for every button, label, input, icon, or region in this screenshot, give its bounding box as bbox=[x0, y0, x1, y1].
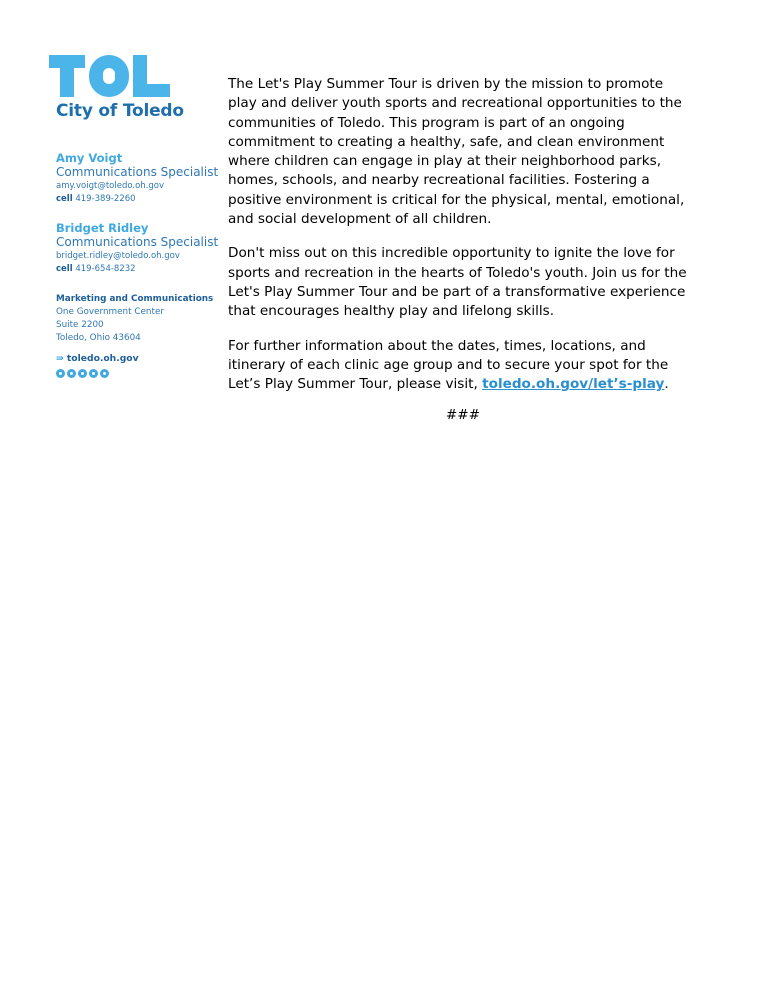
contact-cell bbox=[56, 263, 224, 276]
sidebar bbox=[49, 55, 224, 378]
department-block bbox=[56, 293, 224, 345]
social-icons bbox=[56, 369, 224, 378]
paragraph-more-info bbox=[228, 337, 688, 395]
address-line-2: Suite 2200 bbox=[56, 320, 104, 330]
cell-number[interactable]: 419-654-8232 bbox=[75, 264, 136, 274]
logo-caption: City of Toledo bbox=[56, 101, 184, 121]
cell-number[interactable]: 419-389-2260 bbox=[75, 194, 136, 204]
arrow-right-icon: ⇛ bbox=[56, 353, 64, 364]
contact-bridget-ridley bbox=[56, 221, 224, 276]
linkedin-icon[interactable] bbox=[89, 369, 98, 378]
press-release-body bbox=[228, 75, 688, 426]
more-info-text: For further information about the dates, times, locations, and itinerary of each clinic age group and to secure your spot for the Let’s Play Summer Tour, please visit, bbox=[228, 337, 669, 393]
more-info-end: . bbox=[664, 376, 669, 393]
paragraph-invitation: Don't miss out on this incredible opportunity to ignite the love for sports and recreation in the hearts of Toledo's youth. Join us for the Let's Play Summer Tour and be part of a transformative experience that encourages healthy play and lifelong skills. bbox=[228, 245, 687, 320]
address-line-1: One Government Center bbox=[56, 307, 164, 317]
address-line-3: Toledo, Ohio 43604 bbox=[56, 333, 141, 343]
cell-label: cell bbox=[56, 194, 73, 204]
contact-email[interactable]: bridget.ridley@toledo.oh.gov bbox=[56, 251, 180, 261]
twitter-icon[interactable] bbox=[78, 369, 87, 378]
contact-name: Bridget Ridley bbox=[56, 221, 149, 235]
department-title: Marketing and Communications bbox=[56, 294, 214, 304]
paragraph-mission: The Let's Play Summer Tour is driven by the mission to promote play and deliver youth sports and recreational opportunities to the communities of Toledo. This program is part of an ongoing commitment to creating a healthy, safe, and clean environment where children can engage in play at their neighborhood parks, homes, schools, and nearby recreational facilities. Fostering a positive environment is critical for the physical, mental, emotional, and social development of all children. bbox=[228, 76, 685, 228]
end-mark: ### bbox=[445, 407, 481, 424]
contact-email[interactable]: amy.voigt@toledo.oh.gov bbox=[56, 181, 165, 191]
contact-amy-voigt bbox=[56, 151, 224, 206]
instagram-icon[interactable] bbox=[67, 369, 76, 378]
contact-name: Amy Voigt bbox=[56, 151, 123, 165]
lets-play-link[interactable]: toledo.oh.gov/let’s-play bbox=[482, 376, 665, 393]
facebook-icon[interactable] bbox=[56, 369, 65, 378]
website-text: toledo.oh.gov bbox=[66, 353, 139, 364]
city-of-toledo-logo bbox=[49, 55, 170, 97]
contact-title: Communications Specialist bbox=[56, 165, 219, 179]
cell-label: cell bbox=[56, 264, 73, 274]
youtube-icon[interactable] bbox=[100, 369, 109, 378]
contact-title: Communications Specialist bbox=[56, 235, 219, 249]
contact-cell bbox=[56, 193, 224, 206]
website-link[interactable] bbox=[56, 352, 224, 365]
